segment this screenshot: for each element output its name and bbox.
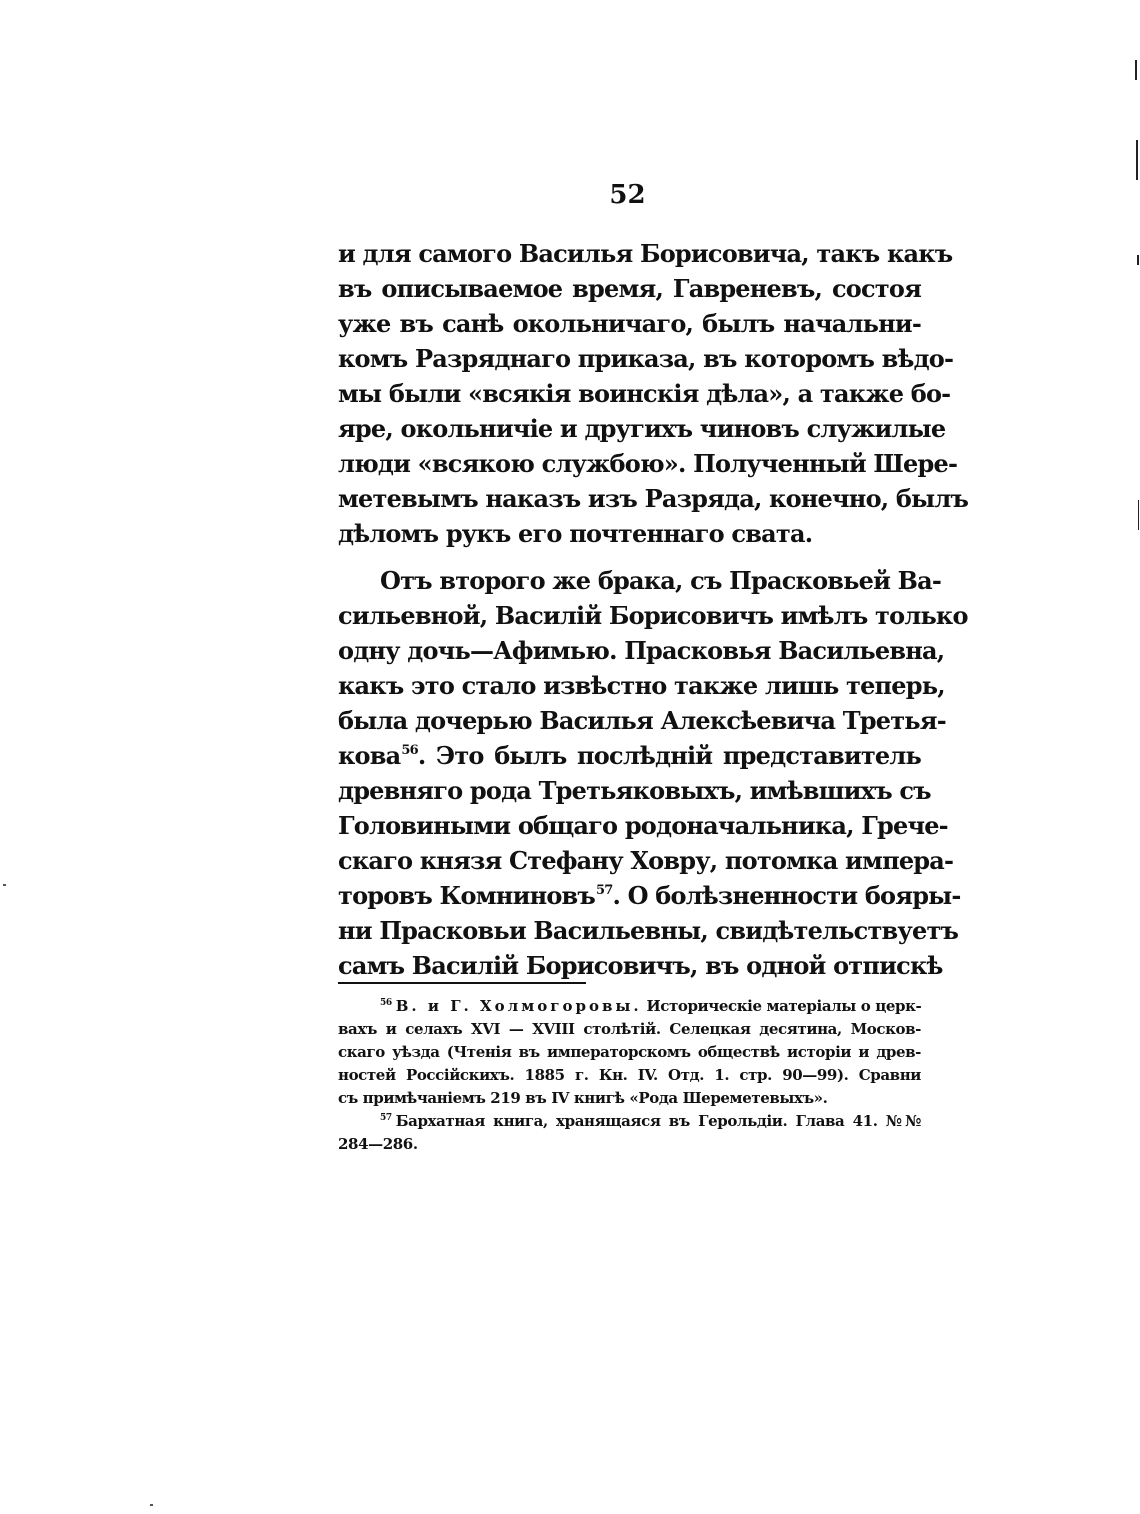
scan-speck: [150, 1504, 153, 1506]
text-line: Отъ второго же брака, съ Прасковьей Ва-: [380, 566, 942, 595]
text-line: комъ Разряднаго приказа, въ которомъ вѣдо-: [338, 344, 954, 373]
footnote-mark: 57: [380, 1113, 392, 1123]
text-line: была дочерью Василья Алексѣевича Третья-: [338, 706, 946, 735]
scan-edge-mark: [1136, 140, 1138, 180]
footnote-line: [338, 1110, 921, 1133]
footnote-line: [338, 995, 921, 1018]
footnote-line: скаго уѣзда (Чтенія въ императорскомъ обществѣ исторіи и древ-: [338, 1043, 921, 1061]
text-line: одну дочь—Афимью. Прасковья Васильевна,: [338, 636, 945, 665]
scan-edge-mark: [1135, 60, 1137, 80]
text-line: ни Прасковьи Васильевны, свидѣтельствуетъ: [338, 916, 959, 945]
footnote-text: Историческіе матеріалы о церк-: [646, 997, 922, 1015]
text-line: и для самого Василья Борисовича, такъ какъ: [338, 239, 953, 268]
body-text: [338, 236, 969, 983]
footnotes: [338, 995, 921, 1156]
text-line: мы были «всякія воинскія дѣла», а также бо-: [338, 379, 951, 408]
text-line: скаго князя Стефану Ховру, потомка импера-: [338, 846, 954, 875]
scan-speck: [3, 884, 6, 886]
footnote-authors: В. и Г. Холмогоровы.: [395, 997, 642, 1015]
text-line: уже въ санѣ окольничаго, былъ начальни-: [338, 309, 921, 338]
footnote-mark: 56: [380, 998, 392, 1008]
text-line: яре, окольничіе и другихъ чиновъ служилые: [338, 414, 946, 443]
footnote-ref: 57: [596, 883, 613, 898]
scan-edge-mark: [1137, 255, 1139, 265]
text-fragment: торовъ Комниновъ: [338, 881, 596, 910]
scan-edge-mark: [1138, 500, 1139, 530]
text-line: въ описываемое время, Гавреневъ, состоя: [338, 274, 921, 303]
footnote-line: 284—286.: [338, 1135, 418, 1153]
text-line: [338, 738, 921, 773]
text-line: метевымъ наказъ изъ Разряда, конечно, былъ: [338, 484, 969, 513]
text-fragment: . Это былъ послѣдній представитель: [417, 741, 921, 770]
footnote-line: вахъ и селахъ XVI — XVIII столѣтій. Селецкая десятина, Москов-: [338, 1020, 921, 1038]
footnote-rule: [338, 982, 586, 984]
text-line: Головиными общаго родоначальника, Грече-: [338, 811, 948, 840]
text-line: люди «всякою службою». Полученный Шере-: [338, 449, 958, 478]
text-line: древняго рода Третьяковыхъ, имѣвшихъ съ: [338, 776, 931, 805]
footnote-ref: 56: [401, 743, 418, 758]
footnote-text: Бархатная книга, хранящаяся въ Герольдіи. Глава 41. №№: [395, 1112, 921, 1130]
page-number: 52: [609, 180, 646, 210]
footnote-line: съ примѣчаніемъ 219 въ IV книгѣ «Рода Шереметевыхъ».: [338, 1089, 828, 1107]
text-fragment: . О болѣзненности бояры-: [612, 881, 961, 910]
footnote-line: ностей Россійскихъ. 1885 г. Кн. IV. Отд. 1. стр. 90—99). Сравни: [338, 1066, 921, 1084]
text-line: самъ Василій Борисовичъ, въ одной отпискѣ: [338, 951, 943, 980]
text-line: [338, 878, 961, 913]
text-line: сильевной, Василій Борисовичъ имѣлъ только: [338, 601, 968, 630]
text-fragment: кова: [338, 741, 401, 770]
text-line: какъ это стало извѣстно также лишь теперь,: [338, 671, 945, 700]
text-line: дѣломъ рукъ его почтеннаго свата.: [338, 519, 813, 548]
